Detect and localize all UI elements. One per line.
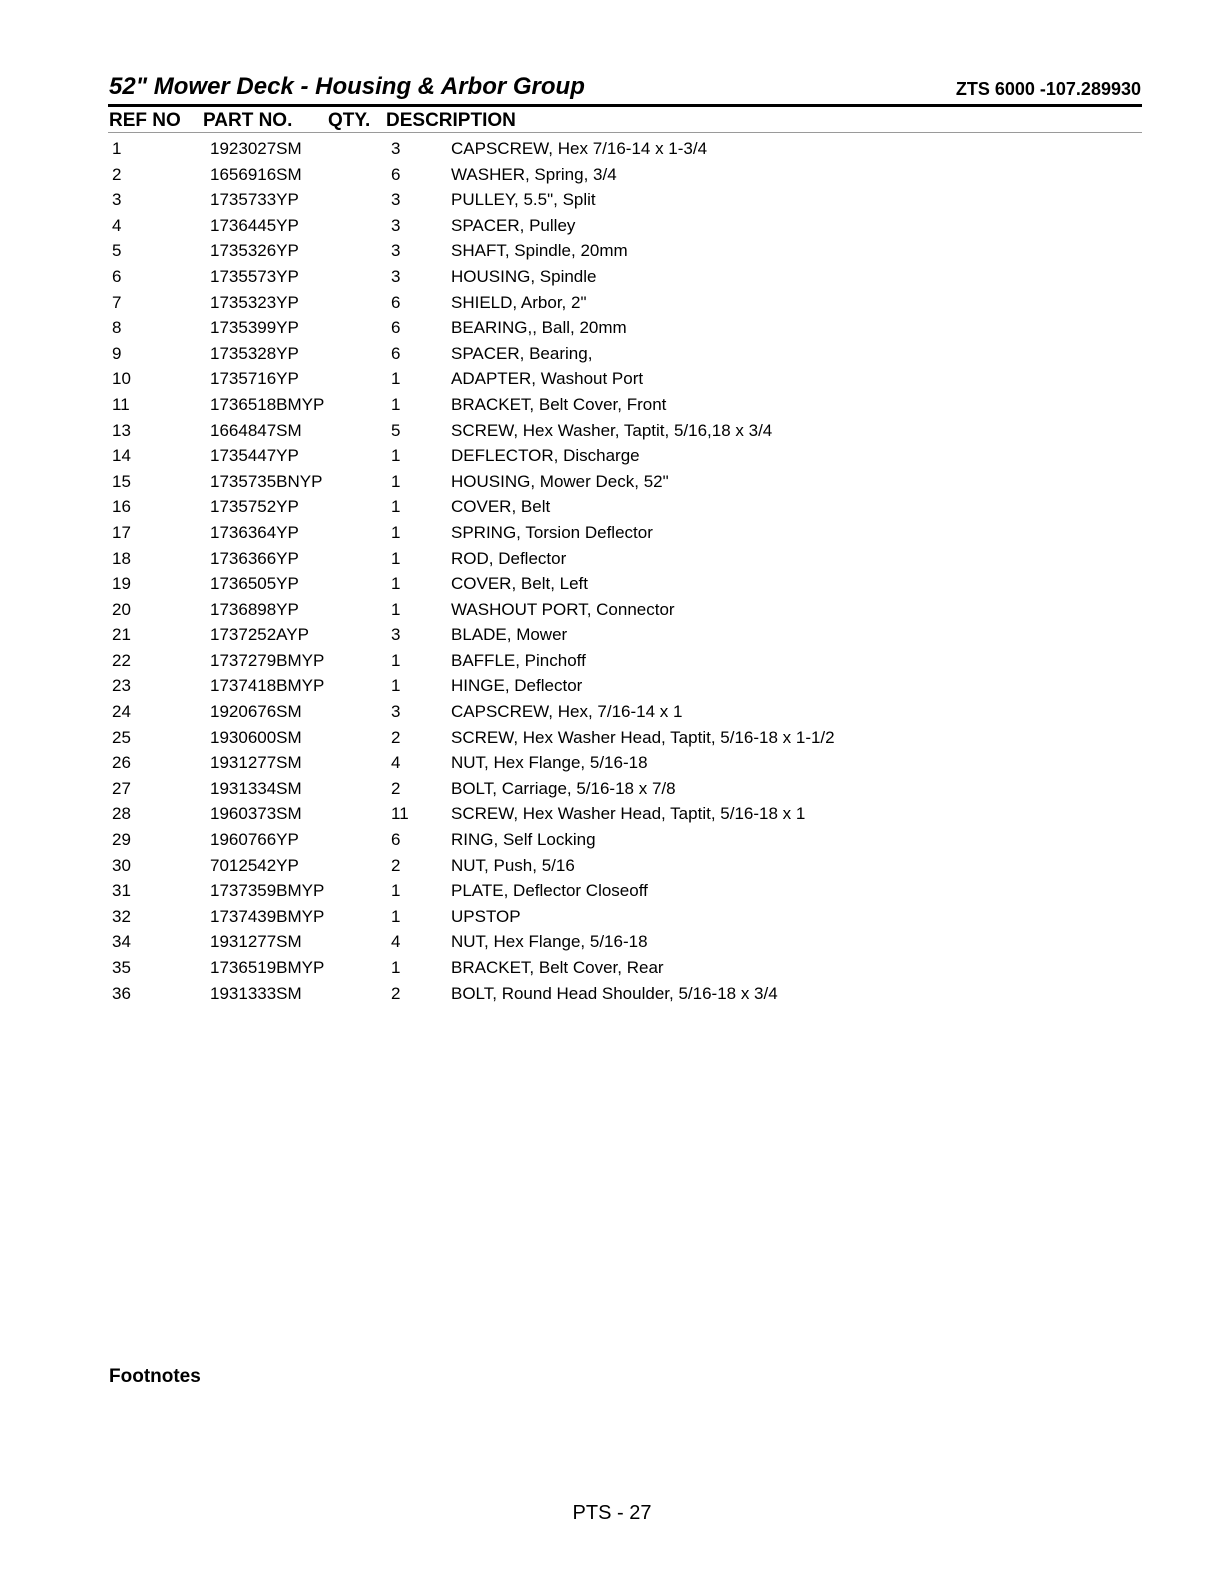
part-no-cell: 1735328YP: [210, 343, 299, 363]
part-no-cell: 1737439BMYP: [210, 906, 325, 926]
part-no-cell: 1735326YP: [210, 241, 299, 261]
table-row: [109, 239, 1142, 265]
ref-no-cell: 31: [112, 881, 131, 901]
ref-no-cell: 32: [112, 906, 131, 926]
qty-cell: 3: [391, 190, 401, 210]
qty-cell: 1: [391, 522, 401, 542]
qty-cell: 1: [391, 906, 401, 926]
table-row: [109, 444, 1142, 470]
ref-no-cell: 36: [112, 983, 131, 1003]
part-no-cell: 1930600SM: [210, 727, 302, 747]
description-cell: COVER, Belt: [451, 497, 551, 517]
part-no-cell: 1931333SM: [210, 983, 302, 1003]
description-cell: SCREW, Hex Washer Head, Taptit, 5/16-18 x 1: [451, 804, 806, 824]
part-no-cell: 1931277SM: [210, 753, 302, 773]
table-row: [109, 188, 1142, 214]
qty-cell: 1: [391, 676, 401, 696]
qty-cell: 6: [391, 343, 401, 363]
qty-cell: 6: [391, 318, 401, 338]
part-no-cell: 1735716YP: [210, 369, 299, 389]
ref-no-cell: 15: [112, 471, 131, 491]
ref-no-cell: 3: [112, 190, 122, 210]
ref-no-cell: 30: [112, 855, 131, 875]
column-header-part-no: PART NO.: [203, 110, 293, 131]
description-cell: HINGE, Deflector: [451, 676, 583, 696]
table-row: [109, 342, 1142, 368]
description-cell: BLADE, Mower: [451, 625, 568, 645]
qty-cell: 6: [391, 164, 401, 184]
ref-no-cell: 34: [112, 932, 131, 952]
description-cell: PULLEY, 5.5", Split: [451, 190, 596, 210]
qty-cell: 1: [391, 497, 401, 517]
description-cell: BEARING,, Ball, 20mm: [451, 318, 627, 338]
table-row: [109, 777, 1142, 803]
ref-no-cell: 9: [112, 343, 122, 363]
description-cell: BAFFLE, Pinchoff: [451, 650, 586, 670]
part-no-cell: 1735323YP: [210, 292, 299, 312]
table-row: [109, 930, 1142, 956]
ref-no-cell: 19: [112, 574, 131, 594]
table-row: [109, 649, 1142, 675]
description-cell: SPACER, Bearing,: [451, 343, 593, 363]
page-number: PTS - 27: [572, 1502, 652, 1524]
qty-cell: 5: [391, 420, 401, 440]
description-cell: SPRING, Torsion Deflector: [451, 522, 653, 542]
part-no-cell: 1923027SM: [210, 139, 302, 158]
table-row: [109, 214, 1142, 240]
ref-no-cell: 13: [112, 420, 131, 440]
description-cell: HOUSING, Spindle: [451, 266, 597, 286]
qty-cell: 1: [391, 446, 401, 466]
qty-cell: 1: [391, 958, 401, 977]
table-row: [109, 854, 1142, 880]
table-row: [109, 367, 1142, 393]
table-row: [109, 291, 1142, 317]
qty-cell: 1: [391, 394, 401, 414]
ref-no-cell: 17: [112, 522, 131, 542]
description-cell: COVER, Belt, Left: [451, 574, 588, 594]
footnotes-heading: Footnotes: [109, 1366, 201, 1387]
part-no-cell: 1737279BMYP: [210, 650, 325, 670]
part-no-cell: 1735752YP: [210, 497, 299, 517]
qty-cell: 3: [391, 702, 401, 722]
part-no-cell: 1736519BMYP: [210, 958, 325, 977]
table-header-divider: [108, 132, 1142, 133]
ref-no-cell: 26: [112, 753, 131, 773]
ref-no-cell: 8: [112, 318, 122, 338]
qty-cell: 1: [391, 574, 401, 594]
part-no-cell: 1960373SM: [210, 804, 302, 824]
table-row: [109, 393, 1142, 419]
part-no-cell: 1737359BMYP: [210, 881, 325, 901]
ref-no-cell: 5: [112, 241, 122, 261]
part-no-cell: 7012542YP: [210, 855, 299, 875]
table-row: [109, 419, 1142, 445]
table-row: [109, 802, 1142, 828]
description-cell: NUT, Push, 5/16: [451, 855, 575, 875]
description-cell: SHIELD, Arbor, 2": [451, 292, 587, 312]
part-no-cell: 1735399YP: [210, 318, 299, 338]
ref-no-cell: 27: [112, 778, 131, 798]
part-no-cell: 1735733YP: [210, 190, 299, 210]
description-cell: HOUSING, Mower Deck, 52": [451, 471, 669, 491]
table-row: [109, 623, 1142, 649]
description-cell: SHAFT, Spindle, 20mm: [451, 241, 628, 261]
table-row: [109, 470, 1142, 496]
column-header-qty: QTY.: [328, 110, 371, 131]
ref-no-cell: 11: [112, 394, 130, 414]
description-cell: SPACER, Pulley: [451, 215, 576, 235]
description-cell: WASHOUT PORT, Connector: [451, 599, 675, 619]
description-cell: CAPSCREW, Hex, 7/16-14 x 1: [451, 702, 683, 722]
part-no-cell: 1736445YP: [210, 215, 299, 235]
part-no-cell: 1664847SM: [210, 420, 302, 440]
ref-no-cell: 4: [112, 215, 122, 235]
part-no-cell: 1737252AYP: [210, 625, 309, 645]
description-cell: WASHER, Spring, 3/4: [451, 164, 617, 184]
ref-no-cell: 25: [112, 727, 131, 747]
table-row: [109, 495, 1142, 521]
part-no-cell: 1736364YP: [210, 522, 299, 542]
part-no-cell: 1656916SM: [210, 164, 302, 184]
description-cell: ROD, Deflector: [451, 548, 567, 568]
part-no-cell: 1735735BNYP: [210, 471, 323, 491]
column-header-ref-no: REF NO: [109, 110, 181, 131]
ref-no-cell: 18: [112, 548, 131, 568]
ref-no-cell: 28: [112, 804, 131, 824]
description-cell: CAPSCREW, Hex 7/16-14 x 1-3/4: [451, 139, 708, 158]
part-no-cell: 1920676SM: [210, 702, 302, 722]
part-no-cell: 1931334SM: [210, 778, 302, 798]
table-row: [109, 521, 1142, 547]
description-cell: NUT, Hex Flange, 5/16-18: [451, 753, 648, 773]
table-row: [109, 982, 1142, 1008]
description-cell: BOLT, Carriage, 5/16-18 x 7/8: [451, 778, 676, 798]
part-no-cell: 1736505YP: [210, 574, 299, 594]
description-cell: BOLT, Round Head Shoulder, 5/16-18 x 3/4: [451, 983, 778, 1003]
qty-cell: 2: [391, 855, 401, 875]
ref-no-cell: 24: [112, 702, 131, 722]
qty-cell: 2: [391, 778, 401, 798]
description-cell: BRACKET, Belt Cover, Front: [451, 394, 667, 414]
part-no-cell: 1736518BMYP: [210, 394, 325, 414]
qty-cell: 1: [391, 548, 401, 568]
qty-cell: 3: [391, 241, 401, 261]
part-no-cell: 1736898YP: [210, 599, 299, 619]
table-row: [109, 879, 1142, 905]
description-cell: PLATE, Deflector Closeoff: [451, 881, 648, 901]
table-row: [109, 598, 1142, 624]
part-no-cell: 1736366YP: [210, 548, 299, 568]
ref-no-cell: 6: [112, 266, 122, 286]
table-row: [109, 751, 1142, 777]
ref-no-cell: 1: [112, 139, 122, 158]
ref-no-cell: 23: [112, 676, 131, 696]
ref-no-cell: 20: [112, 599, 131, 619]
qty-cell: 4: [391, 932, 401, 952]
qty-cell: 6: [391, 292, 401, 312]
ref-no-cell: 16: [112, 497, 131, 517]
qty-cell: 1: [391, 599, 401, 619]
qty-cell: 1: [391, 650, 401, 670]
table-row: [109, 828, 1142, 854]
parts-table: [109, 137, 1142, 1007]
description-cell: RING, Self Locking: [451, 830, 596, 850]
description-cell: UPSTOP: [451, 906, 521, 926]
table-row: [109, 572, 1142, 598]
table-row: [109, 163, 1142, 189]
part-no-cell: 1737418BMYP: [210, 676, 325, 696]
table-row: [109, 674, 1142, 700]
part-no-cell: 1960766YP: [210, 830, 299, 850]
table-header: [109, 110, 1142, 132]
qty-cell: 1: [391, 369, 401, 389]
ref-no-cell: 14: [112, 446, 131, 466]
description-cell: BRACKET, Belt Cover, Rear: [451, 958, 664, 977]
part-no-cell: 1735573YP: [210, 266, 299, 286]
qty-cell: 2: [391, 727, 401, 747]
description-cell: SCREW, Hex Washer Head, Taptit, 5/16-18 x 1-1/2: [451, 727, 835, 747]
header-divider: [108, 104, 1142, 107]
ref-no-cell: 35: [112, 958, 131, 977]
description-cell: DEFLECTOR, Discharge: [451, 446, 640, 466]
part-no-cell: 1931277SM: [210, 932, 302, 952]
qty-cell: 6: [391, 830, 401, 850]
column-header-description: DESCRIPTION: [386, 110, 516, 131]
table-row: [109, 316, 1142, 342]
table-row: [109, 726, 1142, 752]
ref-no-cell: 22: [112, 650, 131, 670]
ref-no-cell: 21: [112, 625, 131, 645]
table-row: [109, 265, 1142, 291]
ref-no-cell: 29: [112, 830, 131, 850]
qty-cell: 4: [391, 753, 401, 773]
ref-no-cell: 10: [112, 369, 131, 389]
ref-no-cell: 2: [112, 164, 122, 184]
table-row: [109, 956, 1142, 982]
description-cell: ADAPTER, Washout Port: [451, 369, 644, 389]
description-cell: NUT, Hex Flange, 5/16-18: [451, 932, 648, 952]
part-no-cell: 1735447YP: [210, 446, 299, 466]
qty-cell: 1: [391, 881, 401, 901]
table-row: [109, 700, 1142, 726]
qty-cell: 1: [391, 471, 401, 491]
qty-cell: 11: [391, 804, 409, 824]
table-row: [109, 137, 1142, 163]
page-title: 52" Mower Deck - Housing & Arbor Group: [109, 73, 585, 100]
qty-cell: 2: [391, 983, 401, 1003]
table-row: [109, 547, 1142, 573]
qty-cell: 3: [391, 139, 401, 158]
qty-cell: 3: [391, 625, 401, 645]
qty-cell: 3: [391, 266, 401, 286]
ref-no-cell: 7: [112, 292, 122, 312]
description-cell: SCREW, Hex Washer, Taptit, 5/16,18 x 3/4: [451, 420, 773, 440]
model-number: ZTS 6000 -107.289930: [955, 79, 1141, 99]
qty-cell: 3: [391, 215, 401, 235]
table-row: [109, 905, 1142, 931]
